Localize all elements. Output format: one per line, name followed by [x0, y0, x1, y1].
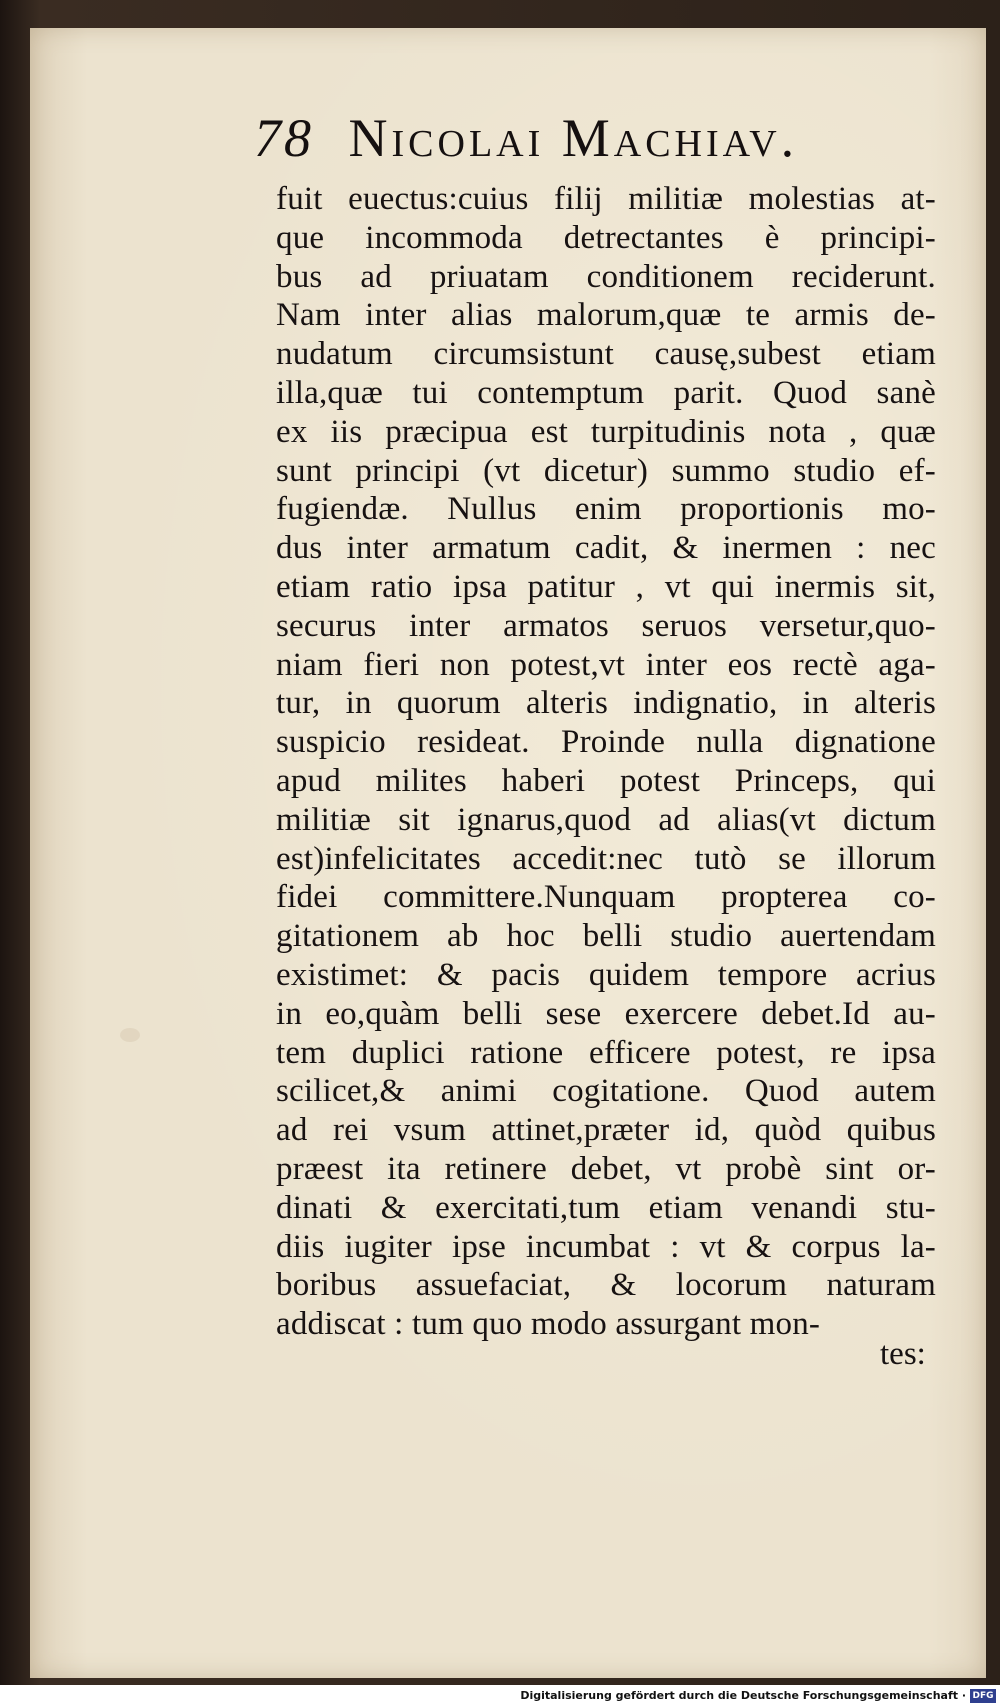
text-line: est)infelicitates accedit:nec tutò se illorum	[276, 840, 936, 877]
text-line: diis iugiter ipse incumbat : vt & corpus la-	[276, 1228, 936, 1265]
text-line: dus inter armatum cadit, & inermen : nec	[276, 530, 936, 567]
catchword: tes:	[880, 1336, 926, 1372]
text-line: in eo,quàm belli sese exercere debet.Id au-	[276, 995, 936, 1032]
text-line: niam fieri non potest,vt inter eos rectè aga-	[276, 646, 936, 683]
text-line: suspicio resideat. Proinde nulla dignatione	[276, 724, 936, 761]
text-line: fugiendæ. Nullus enim proportionis mo-	[276, 491, 936, 528]
text-line: que incommoda detrectantes è principi-	[276, 219, 936, 256]
text-line: fuit euectus:cuius filij militiæ molestias at-	[276, 181, 936, 217]
text-line: ex iis præcipua est turpitudinis nota , quæ	[276, 413, 936, 450]
text-line: nudatum circumsistunt causę,subest etiam	[276, 336, 936, 373]
text-line: addiscat : tum quo modo assurgant mon-	[276, 1306, 821, 1343]
page-header	[254, 110, 934, 166]
text-line: boribus assuefaciat, & locorum naturam	[276, 1267, 936, 1304]
text-line: præest ita retinere debet, vt probè sint or-	[276, 1150, 936, 1187]
text-line: existimet: & pacis quidem tempore acrius	[276, 956, 936, 993]
text-line: sunt principi (vt dicetur) summo studio ef-	[276, 452, 936, 489]
text-line: dinati & exercitati,tum etiam venandi stu-	[276, 1189, 936, 1226]
text-line: fidei committere.Nunquam propterea co-	[276, 879, 936, 916]
text-line: scilicet,& animi cogitatione. Quod autem	[276, 1073, 936, 1110]
text-line: illa,quæ tui contemptum parit. Quod sanè	[276, 374, 936, 411]
page-number: 78	[254, 108, 314, 168]
dfg-logo: DFG	[970, 1689, 996, 1703]
text-line: etiam ratio ipsa patitur , vt qui inermis sit,	[276, 568, 936, 605]
digitization-footer	[0, 1685, 1000, 1707]
text-line: Nam inter alias malorum,quæ te armis de-	[276, 297, 936, 334]
text-line: gitationem ab hoc belli studio auertendam	[276, 918, 936, 955]
text-line: militiæ sit ignarus,quod ad alias(vt dictum	[276, 801, 936, 838]
text-line: bus ad priuatam conditionem reciderunt.	[276, 258, 936, 295]
text-line: apud milites haberi potest Princeps, qui	[276, 762, 936, 799]
footer-credit: Digitalisierung gefördert durch die Deutsche Forschungsgemeinschaft ·	[520, 1689, 966, 1702]
running-title: Nicolai Machiav.	[348, 108, 799, 168]
body-text	[276, 180, 936, 1344]
text-line: securus inter armatos seruos versetur,quo-	[276, 607, 936, 644]
text-line: tem duplici ratione efficere potest, re ipsa	[276, 1034, 936, 1071]
paper-stain	[120, 1028, 140, 1042]
text-line: tur, in quorum alteris indignatio, in alteris	[276, 685, 936, 722]
text-line: ad rei vsum attinet,præter id, quòd quibus	[276, 1112, 936, 1149]
